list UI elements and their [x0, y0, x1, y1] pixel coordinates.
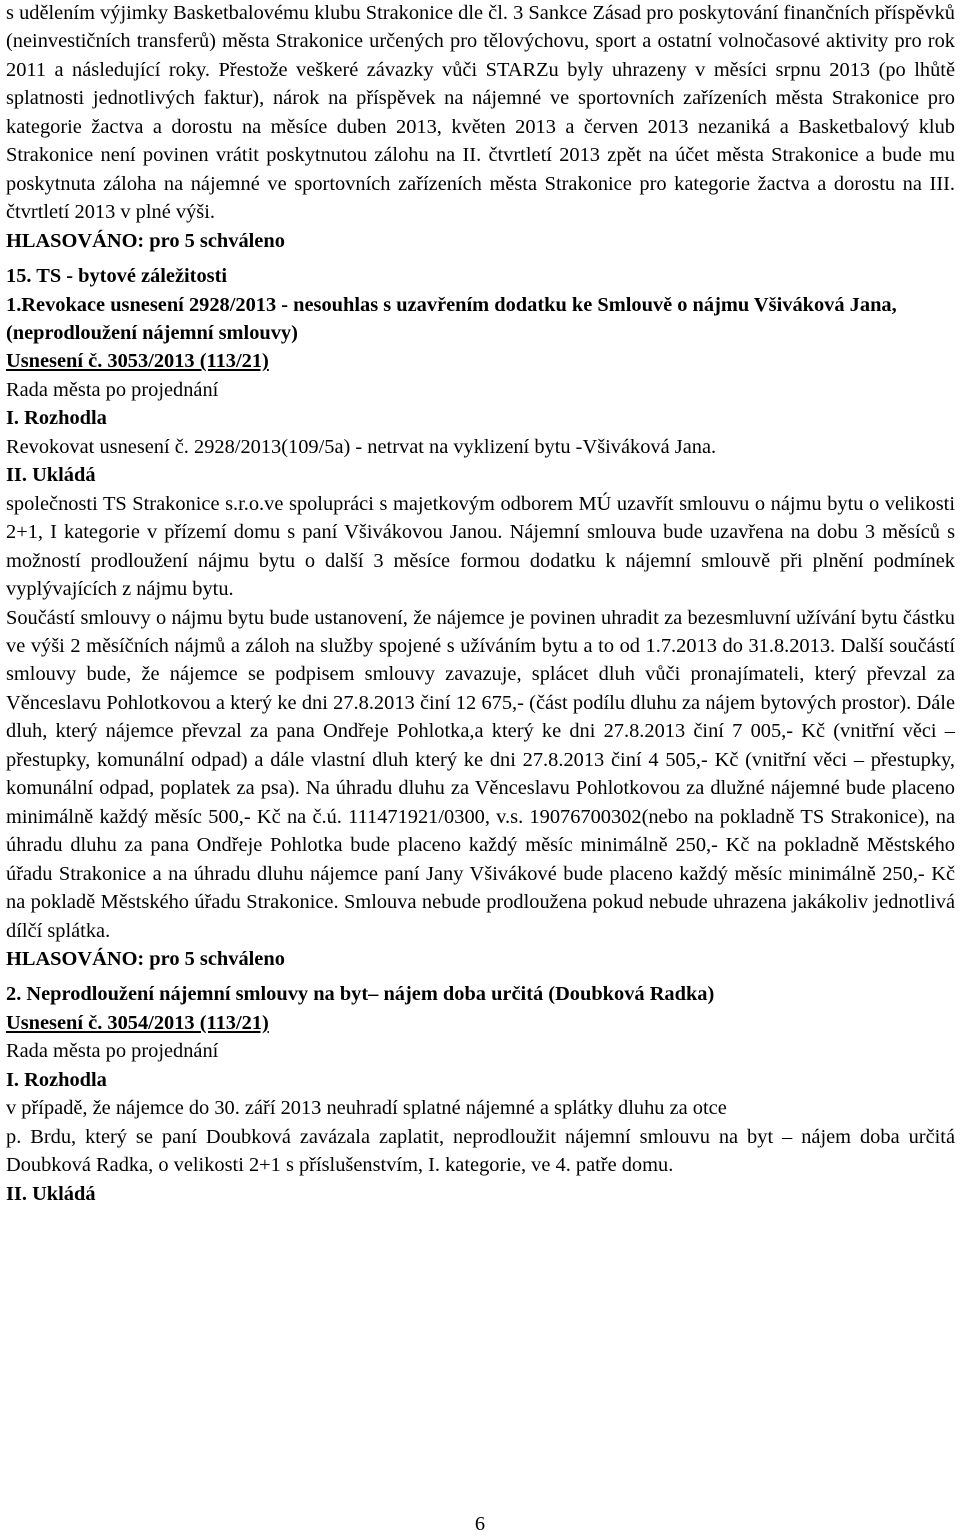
- item-1-orders-text: společnosti TS Strakonice s.r.o.ve spolupráci s majetkovým odborem MÚ uzavřít smlouvu o nájmu bytu o velikosti 2+1, I kategorie v přízemí domu s paní Všivákovou Janou. Nájemní smlouva bude uzavřena na dobu 3 měsíců s možností prodloužení nájmu bytu o další 3 měsíce formou dodatku k nájemní smlouvě při plnění podmínek vyplývajících z nájmu bytu.: [6, 492, 955, 601]
- item-1-contract-text: Součástí smlouvy o nájmu bytu bude ustanovení, že nájemce je povinen uhradit za bezesmluvní užívání bytu částku ve výši 2 měsíčních nájmů a záloh na služby spojené s užíváním bytu a to od 1.7.2013 do 31.8.2013. Další součástí smlouvy bude, že nájemce se podpisem smlouvy zavazuje, splácet dluh vůči pronajímateli, který převzal za Věnceslavu Pohlotkovou a který ke dni 27.8.2013 činí 12 675,- (část podílu dluhu za nájem bytových prostor). Dále dluh, který nájemce převzal za pana Ondřeje Pohlotka,a který ke dni 27.8.2013 činí 7 005,- Kč (vnitřní věci – přestupky, komunální odpad) a dále vlastní dluh který ke dni 27.8.2013 činí 4 505,- Kč (vnitřní věci – přestupky, komunální odpad, poplatek za psa). Na úhradu dluhu za Věnceslavu Pohlotkovou za dlužné nájemné bude placeno minimálně každý měsíc 500,- Kč na č.ú. 111471921/0300, v.s. 19076700302(nebo na pokladně TS Strakonice), na úhradu dluhu za pana Ondřeje Pohlotka bude placeno každý měsíc minimálně 250,- Kč na pokladně Městského úřadu Strakonice a na úhradu dluhu nájemce paní Jany Všivákové bude placeno každý měsíc minimálně 250,- Kč na pokladě Městského úřadu Strakonice. Smlouva nebude prodloužena pokud nebude uhrazena jakákoliv jednotlivá dílčí splátka.: [6, 606, 955, 942]
- document-body: [6, 0, 955, 1208]
- page-number: 6: [474, 1513, 486, 1535]
- item-1-resolution-number: Usnesení č. 3053/2013 (113/21): [6, 350, 269, 373]
- section-heading: 15. TS - bytové záležitosti: [6, 265, 228, 288]
- vote-result: HLASOVÁNO: pro 5 schváleno: [6, 947, 285, 970]
- item-2-council-intro: Rada města po projednání: [6, 1040, 219, 1063]
- item-2-title: 2. Neprodloužení nájemní smlouvy na byt– nájem doba určitá (Doubková Radka): [6, 983, 715, 1006]
- item-1-orders-label: II. Ukládá: [6, 464, 96, 487]
- item-2-decides-line-1: v případě, že nájemce do 30. září 2013 neuhradí splatné nájemné a splátky dluhu za otce: [6, 1097, 727, 1120]
- intro-paragraph: s udělením výjimky Basketbalovému klubu Strakonice dle čl. 3 Sankce Zásad pro poskytování finančních příspěvků (neinvestičních transferů) města Strakonice určených pro tělovýchovu, sport a ostatní volnočasové aktivity pro rok 2011 a následující roky. Přestože veškeré závazky vůči STARZu byly uhrazeny v měsíci srpnu 2013 (po lhůtě splatnosti jednotlivých faktur), nárok na příspěvek na nájemné ve sportovních zařízeních města Strakonice pro kategorie žactva a dorostu na měsíce duben 2013, květen 2013 a červen 2013 nezaniká a Basketbalový klub Strakonice není povinen vrátit poskytnutou zálohu na II. čtvrtletí 2013 zpět na účet města Strakonice a bude mu poskytnuta záloha na nájemné ve sportovních zařízeních města Strakonice pro kategorie žactva a dorostu na III. čtvrtletí 2013 v plné výši.: [6, 2, 955, 224]
- item-2-orders-label: II. Ukládá: [6, 1182, 96, 1205]
- item-1-council-intro: Rada města po projednání: [6, 378, 219, 401]
- item-2-decides-line-2: p. Brdu, který se paní Doubková zavázala zaplatit, neprodloužit nájemní smlouvu na byt – nájem doba určitá Doubková Radka, o velikosti 2+1 s příslušenstvím, I. kategorie, ve 4. patře domu.: [6, 1125, 955, 1177]
- item-2-decides-label: I. Rozhodla: [6, 1068, 107, 1091]
- vote-result: HLASOVÁNO: pro 5 schváleno: [6, 229, 285, 252]
- item-2-resolution-number: Usnesení č. 3054/2013 (113/21): [6, 1011, 269, 1034]
- item-1-title: 1.Revokace usnesení 2928/2013 - nesouhlas s uzavřením dodatku ke Smlouvě o nájmu Všiváková Jana, (neprodloužení nájemní smlouvy): [6, 293, 897, 344]
- item-1-decides-label: I. Rozhodla: [6, 407, 107, 430]
- item-1-decides-text: Revokovat usnesení č. 2928/2013(109/5a) - netrvat na vyklizení bytu -Všiváková Jana.: [6, 435, 717, 458]
